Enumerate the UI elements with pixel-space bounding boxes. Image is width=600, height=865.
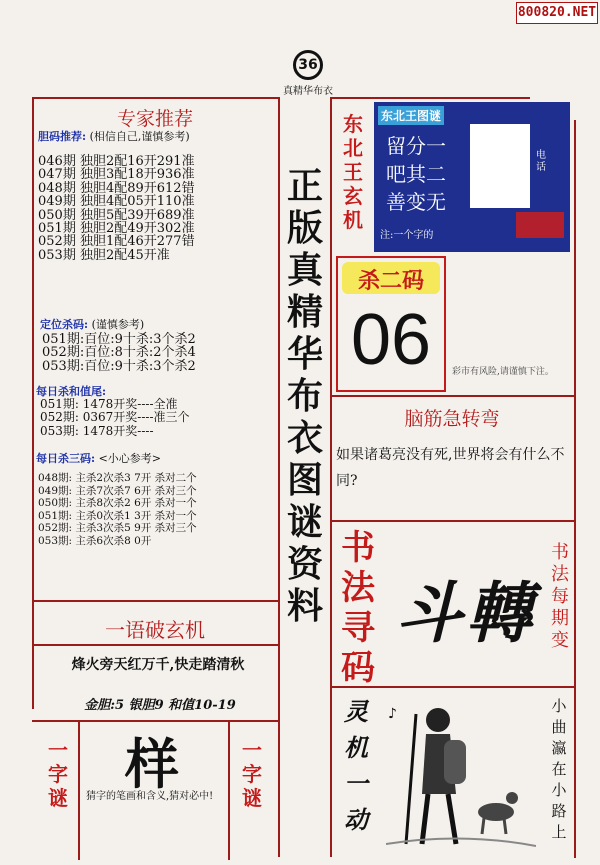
callig-right-char: 期 (551, 608, 569, 629)
kill-two-panel (336, 256, 446, 392)
list-item: 050期 独胆5配39开689准 (38, 207, 195, 223)
site-badge: 800820.NET (516, 2, 598, 24)
poem-char: 曲 (551, 718, 567, 736)
northeast-phone (536, 150, 558, 174)
rule-callig-top (330, 520, 574, 522)
daily-kill-list (40, 398, 190, 438)
callig-art: 斗轉 (396, 574, 536, 652)
riddle-heading: 一语破玄机 (105, 618, 205, 642)
position-kill-note: (谨慎参考) (91, 318, 145, 331)
rule-mid-left (278, 97, 280, 857)
northeast-stamp (516, 212, 564, 238)
logo-caption: 真精华布衣 (283, 86, 333, 97)
rule-onechar-left (78, 720, 80, 860)
phone-char: 话 (536, 162, 546, 173)
poem-char: 在 (551, 760, 567, 778)
list-item: 050期: 主杀8次杀2 6开 杀对一个 (38, 497, 197, 510)
callig-right-char: 变 (551, 630, 569, 651)
callig-vertical (334, 528, 382, 688)
northeast-panel-title: 东北王图谜 (378, 106, 444, 125)
northeast-foot: 注:一个字的 (380, 230, 434, 241)
one-char-side-right (232, 738, 272, 810)
ne-char: 机 (343, 208, 363, 232)
rule-brain-top (330, 395, 574, 397)
ne-char: 北 (343, 136, 363, 160)
title-char: 正 (286, 165, 323, 207)
insp-char: 机 (344, 733, 368, 762)
svg-text:♪: ♪ (388, 706, 397, 722)
brain-question: 如果诸葛亮没有死,世界将会有什么不同? (336, 447, 565, 489)
daily-kill-label: 每日杀和值尾: (36, 385, 107, 398)
ne-line: 善变无 (386, 190, 446, 214)
callig-char: 寻 (341, 608, 375, 648)
list-item: 053期:百位:9十杀:3个杀2 (42, 358, 196, 374)
title-char: 真 (286, 249, 323, 291)
list-item: 052期:百位:8十杀:2个杀4 (42, 345, 196, 361)
insp-poem (546, 696, 572, 843)
side-char: 一 (242, 738, 262, 762)
brain-heading: 脑筋急转弯 (404, 408, 500, 430)
one-char: 样 (125, 732, 179, 796)
insp-vertical (338, 694, 374, 838)
kill-two-label: 杀二码 (357, 268, 424, 294)
title-char: 图 (286, 459, 323, 501)
poem-char: 瀛 (551, 739, 567, 757)
northeast-panel (374, 102, 570, 252)
expert-sub (38, 128, 190, 144)
side-char: 谜 (242, 786, 262, 810)
side-char: 一 (48, 738, 68, 762)
list-item: 051期:百位:9十杀:3个杀2 (42, 332, 196, 347)
rule-left (32, 97, 34, 709)
rule-top-right (330, 97, 530, 99)
callig-right-vertical (548, 542, 572, 652)
callig-right-char: 每 (551, 586, 569, 607)
ne-line: 吧其二 (386, 162, 446, 186)
poem-char: 路 (551, 802, 567, 820)
northeast-lines (386, 132, 446, 216)
rule-onechar-right (228, 720, 230, 860)
list-item: 047期 独胆3配18开936准 (38, 167, 195, 183)
position-kill-list (42, 333, 196, 373)
one-char-hint: 猜字的笔画和含义,猜对必中! (86, 791, 214, 802)
logo-mark: 36 (293, 50, 323, 80)
poem-char: 小 (551, 697, 567, 715)
callig-char: 书 (341, 528, 375, 568)
expert-sub-note: (相信自己,谨慎参考) (89, 130, 190, 143)
logo (278, 50, 338, 97)
title-char: 衣 (286, 417, 323, 459)
rule-riddle-top (32, 600, 278, 602)
title-char: 谜 (286, 501, 323, 543)
riddle-bottom: 金胆:5 银胆9 和值10-19 (84, 698, 236, 713)
list-item: 046期 独胆2配16开291准 (38, 154, 195, 169)
kill-two-note: 彩市有风险,请谨慎下注。 (452, 367, 554, 377)
daily-three-head (36, 450, 161, 466)
ne-char: 玄 (343, 184, 363, 208)
expert-heading: 专家推荐 (116, 108, 193, 130)
phone-char: 电 (536, 150, 546, 161)
list-item: 049期: 主杀7次杀7 6开 杀对三个 (38, 484, 197, 497)
list-item: 053期: 1478开奖---- (40, 423, 154, 438)
callig-char: 法 (341, 568, 375, 608)
insp-char: 一 (344, 769, 368, 798)
list-item: 053期 独胆2配45开准 (38, 247, 170, 263)
position-kill-label: 定位杀码: (40, 318, 89, 331)
expert-list (38, 155, 195, 262)
rule-right (574, 120, 576, 858)
position-kill-head (40, 316, 144, 332)
title-char: 布 (286, 375, 323, 417)
title-char: 资 (286, 543, 323, 585)
side-char: 字 (48, 762, 68, 786)
rule-top-left (32, 97, 280, 99)
daily-three-label: 每日杀三码: (36, 452, 96, 465)
daily-three-note: <小心参考> (98, 452, 161, 465)
daily-three-list (38, 472, 197, 548)
poem-char: 小 (551, 781, 567, 799)
riddle-text: 烽火旁天红万千,快走踏清秋 (71, 657, 245, 673)
one-char-side-left (40, 738, 76, 810)
title-char: 料 (286, 585, 323, 627)
insp-char: 动 (344, 805, 368, 834)
ne-char: 王 (343, 160, 363, 184)
ne-line: 留分一 (386, 134, 446, 158)
northeast-mask (470, 124, 530, 208)
list-item: 048期 独胆4配89开612错 (38, 180, 195, 196)
poem-char: 上 (551, 823, 567, 841)
side-char: 谜 (48, 786, 68, 810)
list-item: 052期: 0367开奖----准三个 (40, 410, 190, 425)
northeast-vertical (334, 112, 372, 232)
list-item: 052期 独胆1配46开277错 (38, 234, 195, 250)
insp-char: 灵 (344, 697, 368, 726)
ne-char: 东 (343, 112, 363, 136)
list-item: 048期: 主杀2次杀3 7开 杀对二个 (38, 472, 197, 484)
rule-mid-right (330, 97, 332, 857)
title-char: 华 (286, 333, 323, 375)
kill-two-digits: 06 (350, 300, 432, 380)
list-item: 053期: 主杀6次杀8 0开 (38, 534, 152, 547)
callig-right-char: 法 (551, 564, 569, 585)
expert-sub-label: 胆码推荐: (38, 130, 87, 143)
list-item: 051期 独胆2配49开302准 (38, 221, 195, 237)
list-item: 051期: 1478开奖----全准 (40, 397, 178, 411)
callig-right-char: 书 (551, 542, 569, 563)
center-title (282, 165, 328, 627)
insp-illustration (386, 694, 536, 854)
rule-riddle-mid (32, 644, 278, 646)
list-item: 051期: 主杀0次杀1 3开 杀对一个 (38, 509, 197, 522)
title-char: 版 (286, 207, 323, 249)
title-char: 精 (286, 291, 323, 333)
side-char: 字 (242, 762, 262, 786)
list-item: 052期: 主杀3次杀5 9开 杀对三个 (38, 522, 197, 535)
callig-char: 码 (341, 648, 375, 688)
list-item: 049期 独胆4配05开110准 (38, 194, 195, 210)
